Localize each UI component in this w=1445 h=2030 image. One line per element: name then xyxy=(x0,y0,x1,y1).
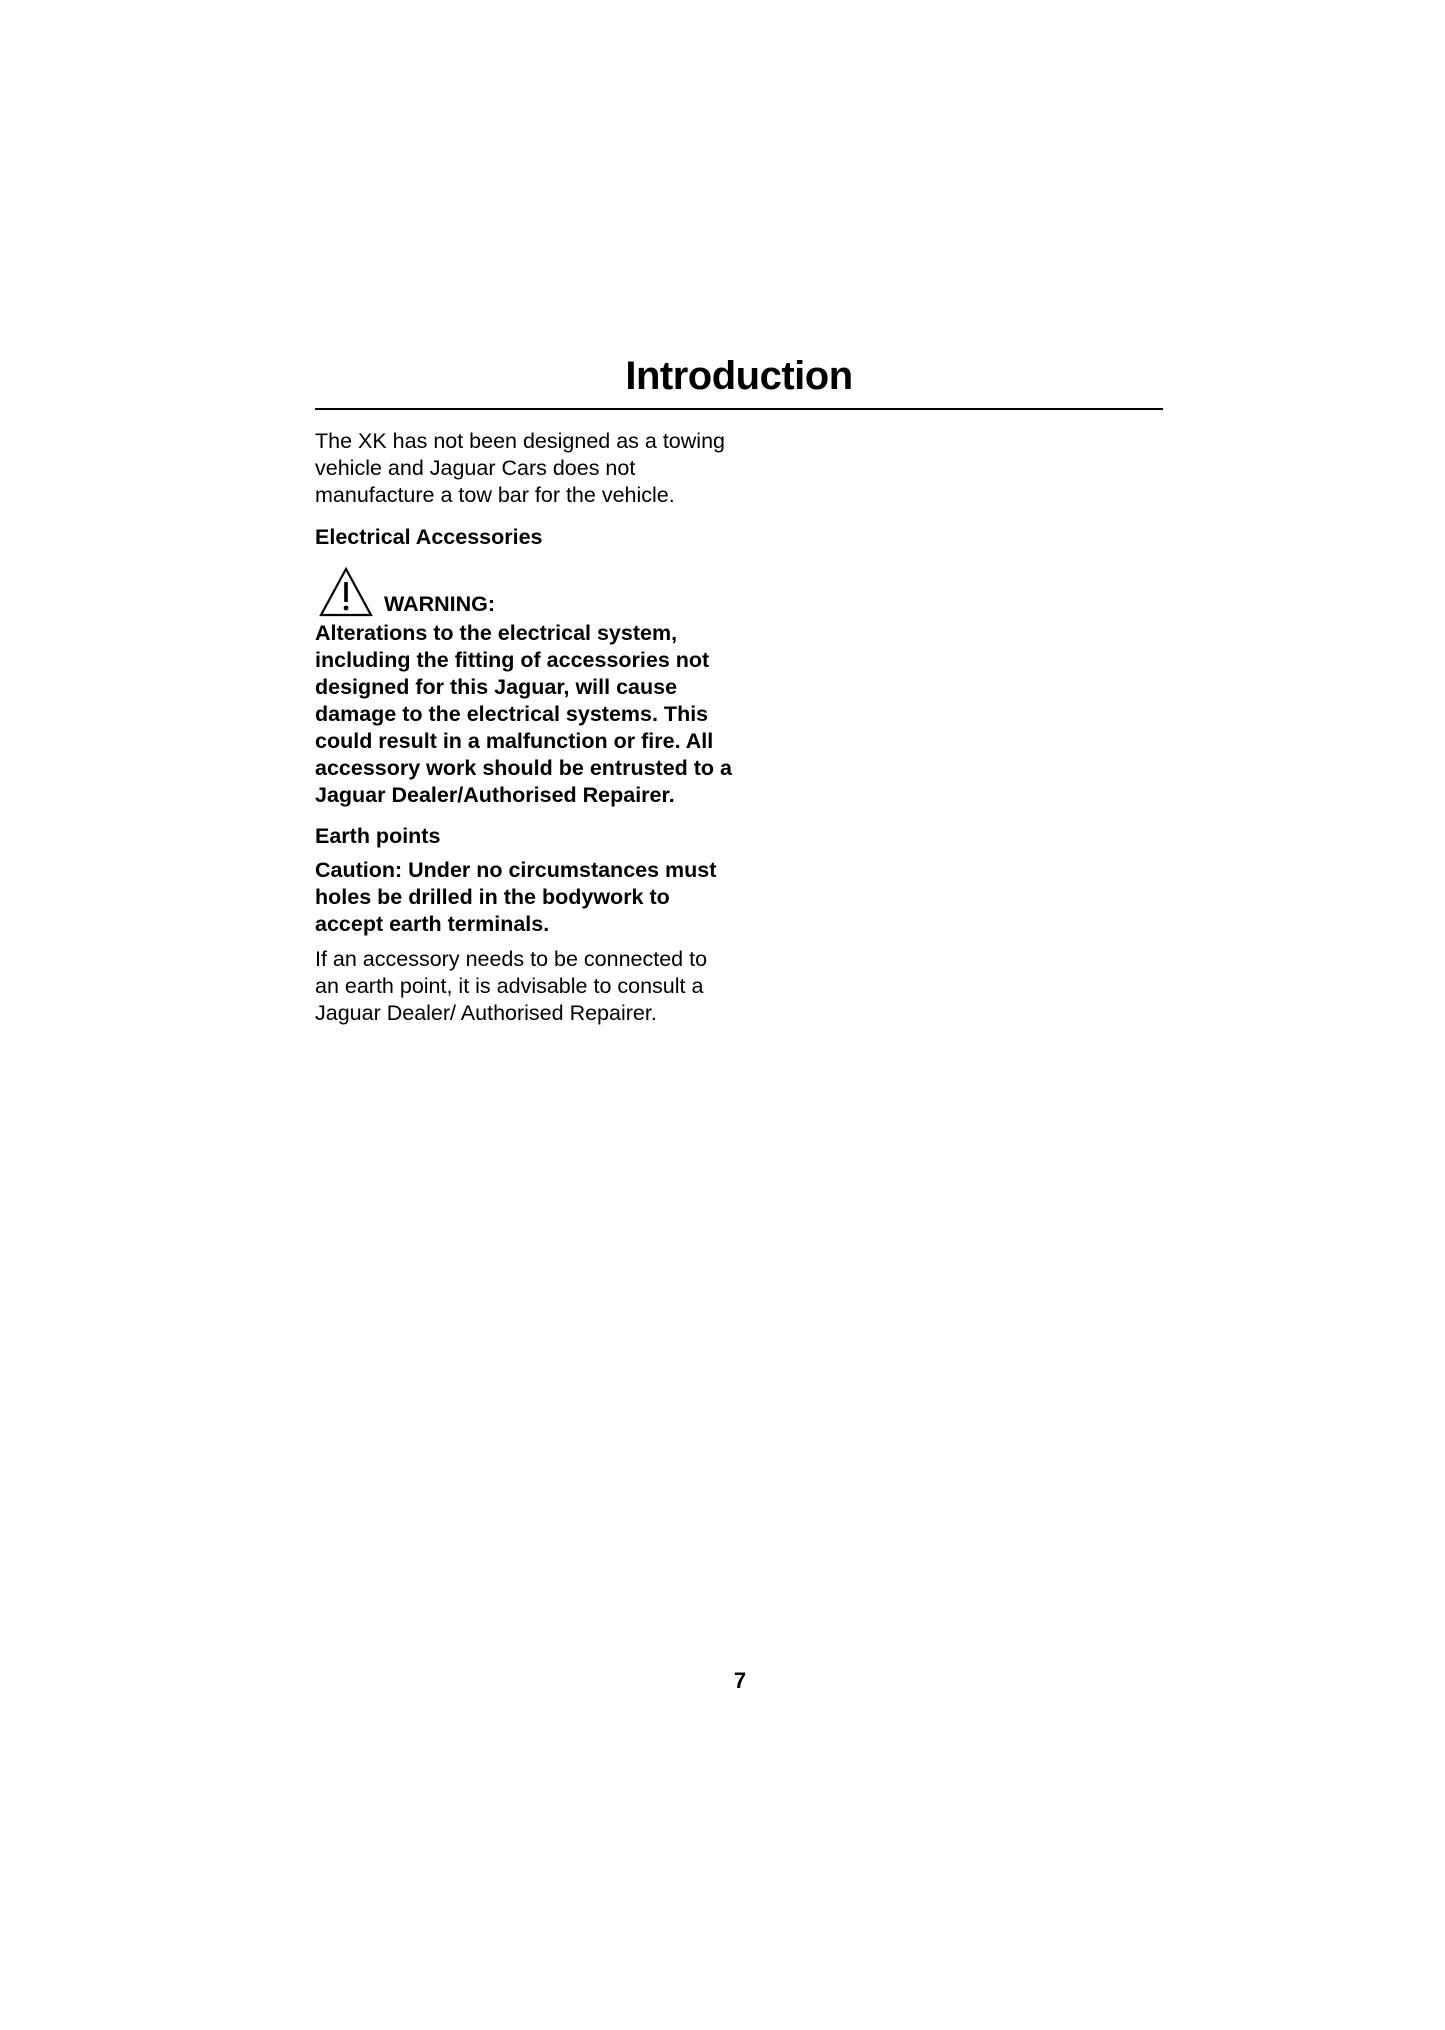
earth-points-paragraph: If an accessory needs to be connected to an earth point, it is advisable to consult a Jaguar Dealer/ Authorised Repairer. xyxy=(315,947,708,1025)
intro-paragraph: The XK has not been designed as a towing vehicle and Jaguar Cars does not manufacture a tow bar for the vehicle. xyxy=(315,429,725,507)
electrical-accessories-heading: Electrical Accessories xyxy=(315,525,543,549)
warning-text: Alterations to the electrical system, including the fitting of accessories not designed for this Jaguar, will cause damage to the electrical systems. This could result in a malfunction or fire. All accessory work should be entrusted to a Jaguar Dealer/Authorised Repairer. xyxy=(315,621,732,807)
warning-header xyxy=(315,564,735,618)
earth-points-heading: Earth points xyxy=(315,824,441,848)
caution-text: Caution: Under no circumstances must holes be drilled in the bodywork to accept earth terminals. xyxy=(315,858,717,936)
page-number: 7 xyxy=(733,1668,747,1693)
title-divider xyxy=(315,408,1163,410)
content-column xyxy=(315,428,735,1027)
page-title: Introduction xyxy=(625,354,853,398)
warning-label: WARNING: xyxy=(384,592,496,616)
warning-triangle-icon xyxy=(318,566,374,618)
